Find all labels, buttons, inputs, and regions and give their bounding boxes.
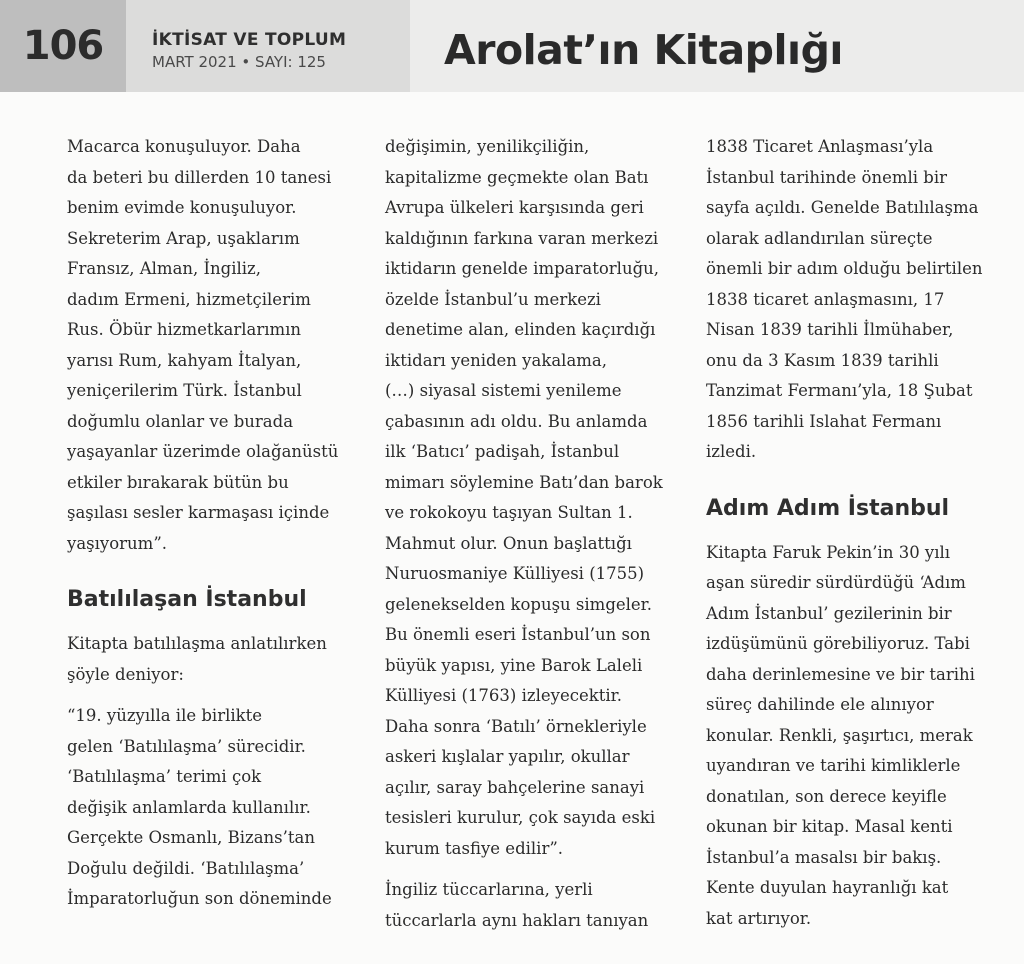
page-number-box [0, 0, 126, 92]
paragraph: Kitapta batılılaşma anlatılırken şöyle deniyor: [67, 634, 327, 684]
column-title-box [410, 0, 1024, 92]
page-number: 106 [22, 23, 104, 69]
issue-date: MART 2021 • SAYI: 125 [152, 53, 326, 71]
page-header [0, 0, 1024, 92]
text-column-2 [385, 132, 690, 947]
section-heading: Adım Adım İstanbul [706, 495, 950, 521]
paragraph: 1838 Ticaret Anlaşması’yla İstanbul tarihinde önemli bir sayfa açıldı. Genelde Batılılaşma olarak adlandırılan süreçte önemli bir adım olduğu belirtilen 1838 ticaret anlaşmasını, 17 Nisan 1839 tarihli İlmühaber, onu da 3 Kasım 1839 tarihli Tanzimat Fermanı’yla, 18 Şubat 1856 tarihli Islahat Fermanı izledi. [706, 137, 983, 461]
paragraph: İngiliz tüccarlarına, yerli tüccarlarla aynı hakları tanıyan [385, 880, 649, 930]
text-column-1 [67, 132, 367, 926]
text-column-3 [706, 132, 1016, 945]
magazine-info [126, 0, 410, 92]
column-title: Arolat’ın Kitaplığı [444, 26, 843, 74]
paragraph: değişimin, yenilikçiliğin, kapitalizme geçmekte olan Batı Avrupa ülkeleri karşısında geri kaldığının farkına varan merkezi iktidarın genelde imparatorluğu, özelde İstanbul’u merkezi denetime alan, elinden kaçırdığı iktidarı yeniden yakalama, (…) siyasal sistemi yenileme çabasının adı oldu. Bu anlamda ilk ‘Batıcı’ padişah, İstanbul mimarı söylemine Batı’dan barok ve rokokoyu taşıyan Sultan 1. Mahmut olur. Onun başlattığı Nuruosmaniye Külliyesi (1755) gelenekselden kopuşu simgeler. Bu önemli eseri İstanbul’un son büyük yapısı, yine Barok Laleli Külliyesi (1763) izleyecektir. Daha sonra ‘Batılı’ örnekleriyle askeri kışlalar yapılır, okullar açılır, saray bahçelerine sanayi tesisleri kurulur, çok sayıda eski kurum tasfiye edilir”. [385, 137, 663, 858]
magazine-title: İKTİSAT VE TOPLUM [152, 30, 347, 50]
paragraph: Macarca konuşuluyor. Daha da beteri bu dillerden 10 tanesi benim evimde konuşuluyor. Sekreterim Arap, uşaklarım Fransız, Alman, İngiliz, dadım Ermeni, hizmetçilerim Rus. Öbür hizmetkarlarımın yarısı Rum, kahyam İtalyan, yeniçerilerim Türk. İstanbul doğumlu olanlar ve burada yaşayanlar üzerimde olağanüstü etkiler bırakarak bütün bu şaşılası sesler karmaşası içinde yaşıyorum”. [67, 137, 339, 553]
paragraph: Kitapta Faruk Pekin’in 30 yılı aşan süredir sürdürdüğü ‘Adım Adım İstanbul’ gezilerinin bir izdüşümünü görebiliyoruz. Tabi daha derinlemesine ve bir tarihi süreç dahilinde ele alınıyor konular. Renkli, şaşırtıcı, merak uyandıran ve tarihi kimliklerle donatılan, son derece keyifle okunan bir kitap. Masal kenti İstanbul’a masalsı bir bakış. Kente duyulan hayranlığı kat kat artırıyor. [706, 542, 975, 928]
section-heading: Batılılaşan İstanbul [67, 587, 307, 612]
quote-paragraph: “19. yüzyılla ile birlikte gelen ‘Batılılaşma’ sürecidir. ‘Batılılaşma’ terimi çok değişik anlamlarda kullanılır. Gerçekte Osmanlı, Bizans’tan Doğulu değildi. ‘Batılılaşma’ İmparatorluğun son döneminde [67, 706, 332, 908]
